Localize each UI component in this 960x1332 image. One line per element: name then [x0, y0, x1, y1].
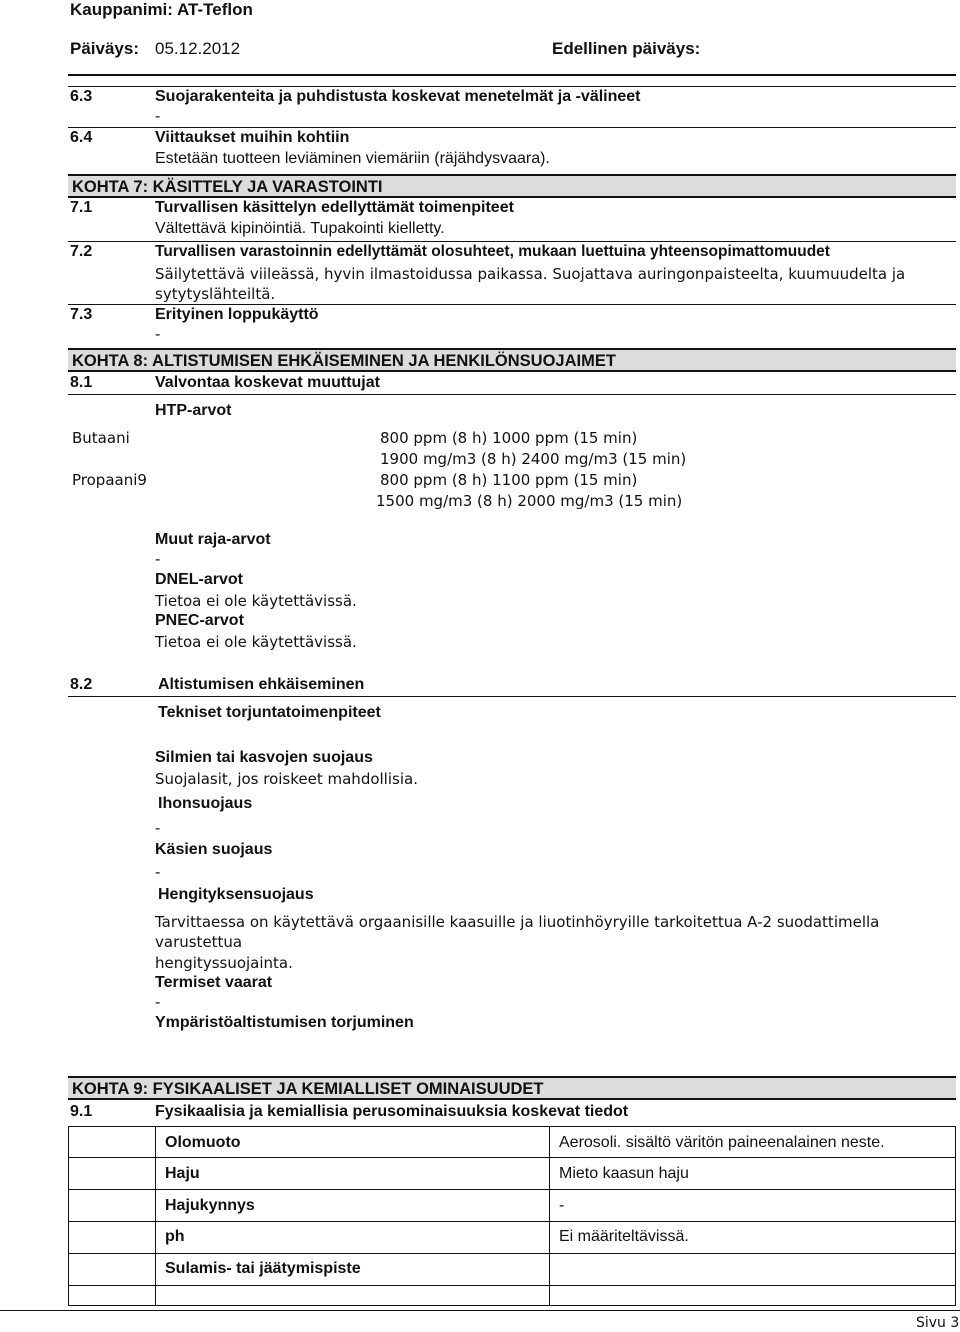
divider [68, 696, 956, 697]
section-number: 6.4 [70, 129, 93, 146]
respiratory-heading: Hengityksensuojaus [158, 886, 314, 903]
thermal-text: - [155, 994, 161, 1011]
section-number: 8.2 [70, 676, 93, 693]
table-row-divider [69, 1221, 955, 1222]
htp-value: 1900 mg/m3 (8 h) 2400 mg/m3 (15 min) [380, 450, 687, 468]
respiratory-text: varustettua [155, 933, 243, 951]
section-heading: Altistumisen ehkäiseminen [158, 676, 365, 693]
section-heading: Erityinen loppukäyttö [155, 306, 319, 323]
section-heading: Fysikaalisia ja kemiallisia perusominaisuuksia koskevat tiedot [155, 1103, 629, 1120]
section-text: - [155, 108, 161, 125]
section-9-title: KOHTA 9: FYSIKAALISET JA KEMIALLISET OMINAISUUDET [72, 1080, 544, 1098]
property-name: Olomuoto [165, 1134, 241, 1151]
muut-heading: Muut raja-arvot [155, 531, 271, 548]
section-text: sytytyslähteiltä. [155, 285, 276, 303]
property-name: Sulamis- tai jäätymispiste [165, 1260, 361, 1277]
properties-table [68, 1126, 956, 1306]
section-text: Estetään tuotteen leviäminen viemäriin (räjähdysvaara). [155, 150, 550, 167]
pnec-heading: PNEC-arvot [155, 612, 244, 629]
section-text: Säilytettävä viileässä, hyvin ilmastoidussa paikassa. Suojattava auringonpaisteelta, kuumuudelta ja [155, 265, 906, 283]
divider [68, 86, 956, 87]
property-value: - [559, 1197, 565, 1214]
section-heading: Turvallisen käsittelyn edellyttämät toimenpiteet [155, 199, 514, 216]
divider [68, 394, 956, 395]
table-column-divider [155, 1127, 156, 1305]
table-row-divider [69, 1285, 955, 1286]
respiratory-text: hengityssuojainta. [155, 954, 293, 972]
eye-protection-text: Suojalasit, jos roiskeet mahdollisia. [155, 770, 418, 788]
section-8-title: KOHTA 8: ALTISTUMISEN EHKÄISEMINEN JA HENKILÖNSUOJAIMET [72, 352, 616, 370]
eye-protection-heading: Silmien tai kasvojen suojaus [155, 749, 373, 766]
tekniset-heading: Tekniset torjuntatoimenpiteet [158, 704, 381, 721]
section-text: - [155, 326, 161, 343]
date-value: 05.12.2012 [155, 39, 241, 58]
section-heading: Suojarakenteita ja puhdistusta koskevat menetelmät ja -välineet [155, 88, 641, 105]
section-number: 9.1 [70, 1103, 93, 1120]
section-number: 6.3 [70, 88, 93, 105]
environmental-heading: Ympäristöaltistumisen torjuminen [155, 1014, 414, 1031]
section-number: 7.3 [70, 306, 93, 323]
htp-heading: HTP-arvot [155, 402, 232, 419]
section-number: 7.1 [70, 199, 93, 216]
previous-date-label: Edellinen päiväys: [552, 39, 701, 58]
property-value: Mieto kaasun haju [559, 1165, 689, 1182]
substance-name: Butaani [72, 429, 130, 447]
property-name: ph [165, 1228, 185, 1245]
hand-protection-heading: Käsien suojaus [155, 841, 273, 858]
property-value: Ei määriteltävissä. [559, 1228, 689, 1245]
date-label: Päiväys: [70, 39, 139, 58]
htp-value: 800 ppm (8 h) 1000 ppm (15 min) [380, 429, 638, 447]
table-row-divider [69, 1253, 955, 1254]
section-7-title: KOHTA 7: KÄSITTELY JA VARASTOINTI [72, 178, 383, 196]
dnel-text: Tietoa ei ole käytettävissä. [155, 592, 357, 610]
footer-divider [0, 1310, 960, 1311]
muut-text: - [155, 551, 161, 568]
skin-protection-text: - [155, 820, 161, 837]
table-row-divider [69, 1157, 955, 1158]
divider [68, 241, 956, 242]
substance-name: Propaani9 [72, 471, 147, 489]
section-heading: Turvallisen varastoinnin edellyttämät olosuhteet, mukaan luettuina yhteensopimattomuudet [155, 243, 830, 260]
table-row-divider [69, 1189, 955, 1190]
htp-value: 800 ppm (8 h) 1100 ppm (15 min) [380, 471, 638, 489]
table-column-divider [549, 1127, 550, 1305]
section-heading: Viittaukset muihin kohtiin [155, 129, 350, 146]
divider [68, 127, 956, 128]
section-9-band [68, 1076, 956, 1100]
dnel-heading: DNEL-arvot [155, 571, 244, 588]
divider [68, 304, 956, 305]
thermal-heading: Termiset vaarat [155, 974, 273, 991]
section-text: Vältettävä kipinöintiä. Tupakointi kielletty. [155, 220, 445, 237]
page-number: Sivu 3 [916, 1315, 960, 1331]
property-name: Hajukynnys [165, 1197, 255, 1214]
property-name: Haju [165, 1165, 200, 1182]
property-value: Aerosoli. sisältö väritön paineenalainen neste. [559, 1134, 885, 1151]
skin-protection-heading: Ihonsuojaus [158, 795, 253, 812]
section-heading: Valvontaa koskevat muuttujat [155, 374, 380, 391]
header-divider [68, 74, 956, 76]
section-7-band [68, 174, 956, 198]
section-number: 8.1 [70, 374, 93, 391]
htp-value: 1500 mg/m3 (8 h) 2000 mg/m3 (15 min) [376, 492, 683, 510]
hand-protection-text: - [155, 864, 161, 881]
respiratory-text: Tarvittaessa on käytettävä orgaanisille kaasuille ja liuotinhöyryille tarkoitettua A-2 suodattimella [155, 913, 880, 931]
product-name: Kauppanimi: AT-Teflon [70, 0, 253, 19]
section-8-band [68, 348, 956, 372]
section-number: 7.2 [70, 243, 93, 260]
pnec-text: Tietoa ei ole käytettävissä. [155, 633, 357, 651]
